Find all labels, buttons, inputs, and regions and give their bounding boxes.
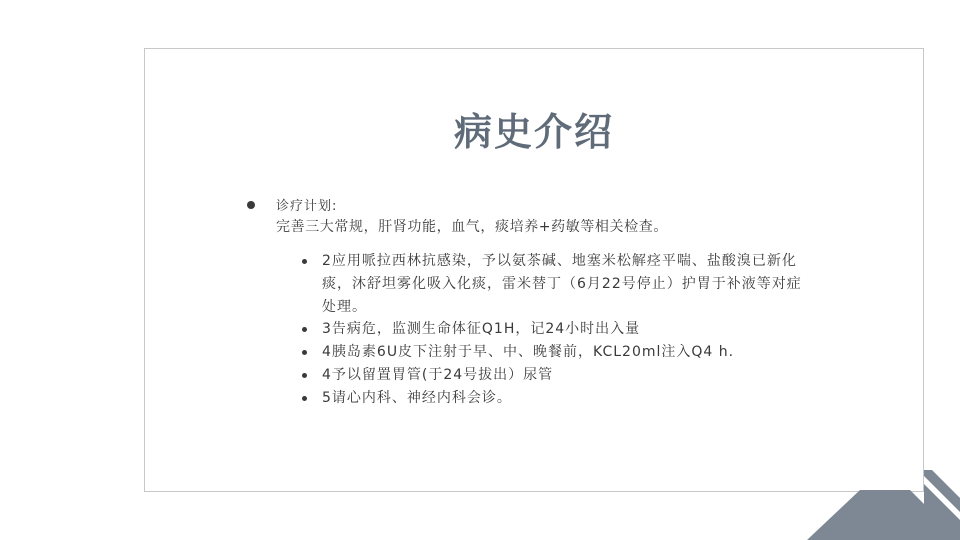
list-item-text: 3告病危，监测生命体征Q1H，记24小时出入量	[322, 321, 641, 338]
list-item-text: 2应用哌拉西林抗感染，予以氨茶碱、地塞米松解痉平喘、盐酸溴已新化痰，沐舒坦雾化吸入化痰，雷米替丁（6月22号停止）护胃于补液等对症处理。	[322, 253, 802, 315]
list-item-text: 4胰岛素6U皮下注射于早、中、晚餐前，KCL20ml注入Q4 h.	[322, 344, 735, 361]
list-item-text: 5请心内科、神经内科会诊。	[322, 389, 512, 406]
list-item-text: 4予以留置胃管(于24号拔出）尿管	[322, 366, 554, 383]
treatment-plan-text: 完善三大常规，肝肾功能，血气，痰培养+药敏等相关检查。	[276, 219, 668, 235]
slide-title: 病史介绍	[453, 110, 614, 154]
treatment-plan-label: 诊疗计划:	[276, 199, 338, 214]
